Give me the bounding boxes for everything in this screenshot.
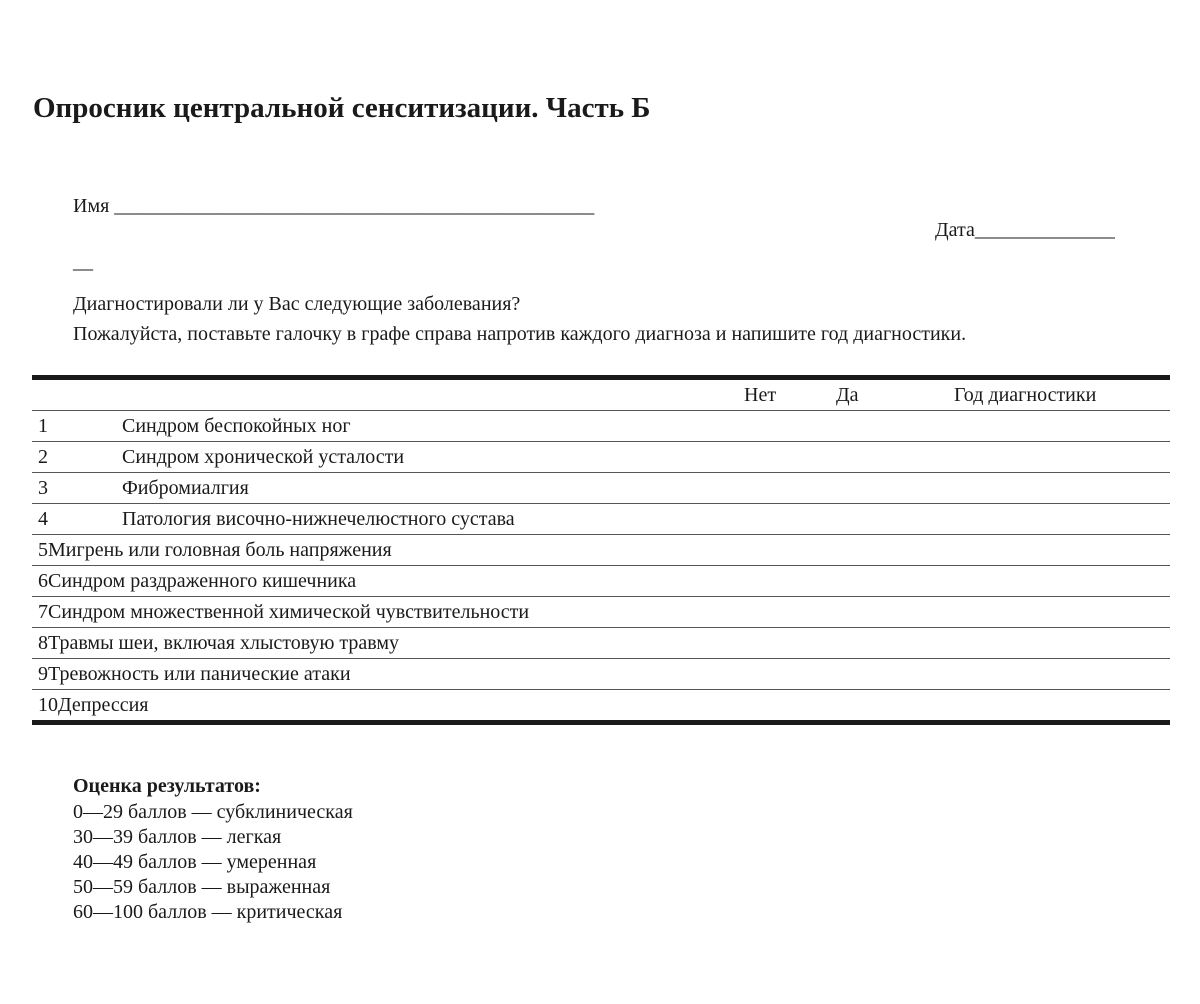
no-checkbox-cell[interactable] — [736, 659, 832, 690]
no-checkbox-cell[interactable] — [736, 442, 832, 473]
table-row — [32, 442, 1170, 473]
no-checkbox-cell[interactable] — [736, 566, 832, 597]
yes-checkbox-cell[interactable] — [832, 659, 946, 690]
year-input-cell[interactable] — [946, 597, 1170, 628]
table-row — [32, 411, 1170, 442]
page-title: Опросник центральной сенситизации. Часть Б — [33, 92, 651, 124]
year-input-cell[interactable] — [946, 566, 1170, 597]
header-year: Год диагностики — [954, 383, 1097, 406]
diagnosis-table — [32, 375, 1170, 725]
row-diagnosis — [32, 597, 736, 628]
table-row — [32, 659, 1170, 690]
scoring-item: 60—100 баллов — критическая — [73, 901, 343, 923]
row-number: 5 — [38, 538, 48, 561]
scoring-item: 40—49 баллов — умеренная — [73, 851, 317, 873]
header-no: Нет — [744, 383, 777, 406]
table-row — [32, 535, 1170, 566]
year-input-cell[interactable] — [946, 659, 1170, 690]
yes-checkbox-cell[interactable] — [832, 411, 946, 442]
row-diagnosis — [32, 628, 736, 659]
yes-checkbox-cell[interactable] — [832, 442, 946, 473]
no-checkbox-cell[interactable] — [736, 597, 832, 628]
table-row — [32, 597, 1170, 628]
row-number: 4 — [38, 507, 48, 530]
row-diagnosis: Патология височно-нижнечелюстного сустава — [122, 507, 515, 530]
year-input-cell[interactable] — [946, 411, 1170, 442]
yes-checkbox-cell[interactable] — [832, 597, 946, 628]
instruction-text: Пожалуйста, поставьте галочку в графе справа напротив каждого диагноза и напишите год диагностики. — [73, 323, 967, 345]
table-header-row — [32, 378, 1170, 411]
row-diagnosis — [32, 535, 736, 566]
yes-checkbox-cell[interactable] — [832, 535, 946, 566]
table-row — [32, 566, 1170, 597]
table-row — [32, 504, 1170, 535]
yes-checkbox-cell[interactable] — [832, 504, 946, 535]
year-input-cell[interactable] — [946, 628, 1170, 659]
row-diagnosis-label: Синдром множественной химической чувствительности — [48, 600, 530, 623]
no-checkbox-cell[interactable] — [736, 473, 832, 504]
year-input-cell[interactable] — [946, 504, 1170, 535]
scoring-item: 50—59 баллов — выраженная — [73, 876, 331, 898]
year-input-cell[interactable] — [946, 473, 1170, 504]
scoring-title: Оценка результатов: — [73, 775, 261, 797]
row-diagnosis-label: Тревожность или панические атаки — [48, 662, 351, 685]
yes-checkbox-cell[interactable] — [832, 628, 946, 659]
no-checkbox-cell[interactable] — [736, 504, 832, 535]
year-input-cell[interactable] — [946, 535, 1170, 566]
no-checkbox-cell[interactable] — [736, 535, 832, 566]
name-field[interactable]: Имя ________________________________________________ — [73, 195, 595, 217]
header-number — [32, 378, 122, 411]
year-input-cell[interactable] — [946, 442, 1170, 473]
row-number: 7 — [38, 600, 48, 623]
row-number: 3 — [38, 476, 48, 499]
yes-checkbox-cell[interactable] — [832, 690, 946, 723]
no-checkbox-cell[interactable] — [736, 411, 832, 442]
row-diagnosis: Синдром беспокойных ног — [122, 414, 351, 437]
row-diagnosis — [32, 690, 736, 723]
scoring-item: 30—39 баллов — легкая — [73, 826, 282, 848]
row-number: 6 — [38, 569, 48, 592]
scoring-item: 0—29 баллов — субклиническая — [73, 801, 353, 823]
yes-checkbox-cell[interactable] — [832, 566, 946, 597]
row-number: 2 — [38, 445, 48, 468]
row-diagnosis — [32, 566, 736, 597]
row-number: 10 — [38, 693, 58, 716]
no-checkbox-cell[interactable] — [736, 690, 832, 723]
name-field-continuation: __ — [73, 251, 93, 273]
table-row — [32, 628, 1170, 659]
row-diagnosis-label: Травмы шеи, включая хлыстовую травму — [48, 631, 400, 654]
year-input-cell[interactable] — [946, 690, 1170, 723]
row-diagnosis — [32, 659, 736, 690]
table-row — [32, 690, 1170, 723]
row-number: 1 — [38, 414, 48, 437]
row-number: 9 — [38, 662, 48, 685]
row-number: 8 — [38, 631, 48, 654]
row-diagnosis: Синдром хронической усталости — [122, 445, 405, 468]
row-diagnosis: Фибромиалгия — [122, 476, 249, 499]
row-diagnosis-label: Мигрень или головная боль напряжения — [48, 538, 392, 561]
row-diagnosis-label: Депрессия — [58, 693, 149, 716]
table-row — [32, 473, 1170, 504]
header-diagnosis — [122, 378, 736, 411]
date-field[interactable]: Дата______________ — [935, 219, 1115, 241]
yes-checkbox-cell[interactable] — [832, 473, 946, 504]
header-yes: Да — [836, 383, 859, 406]
no-checkbox-cell[interactable] — [736, 628, 832, 659]
scoring-section — [73, 773, 353, 925]
question-text: Диагностировали ли у Вас следующие заболевания? — [73, 293, 521, 315]
row-diagnosis-label: Синдром раздраженного кишечника — [48, 569, 357, 592]
